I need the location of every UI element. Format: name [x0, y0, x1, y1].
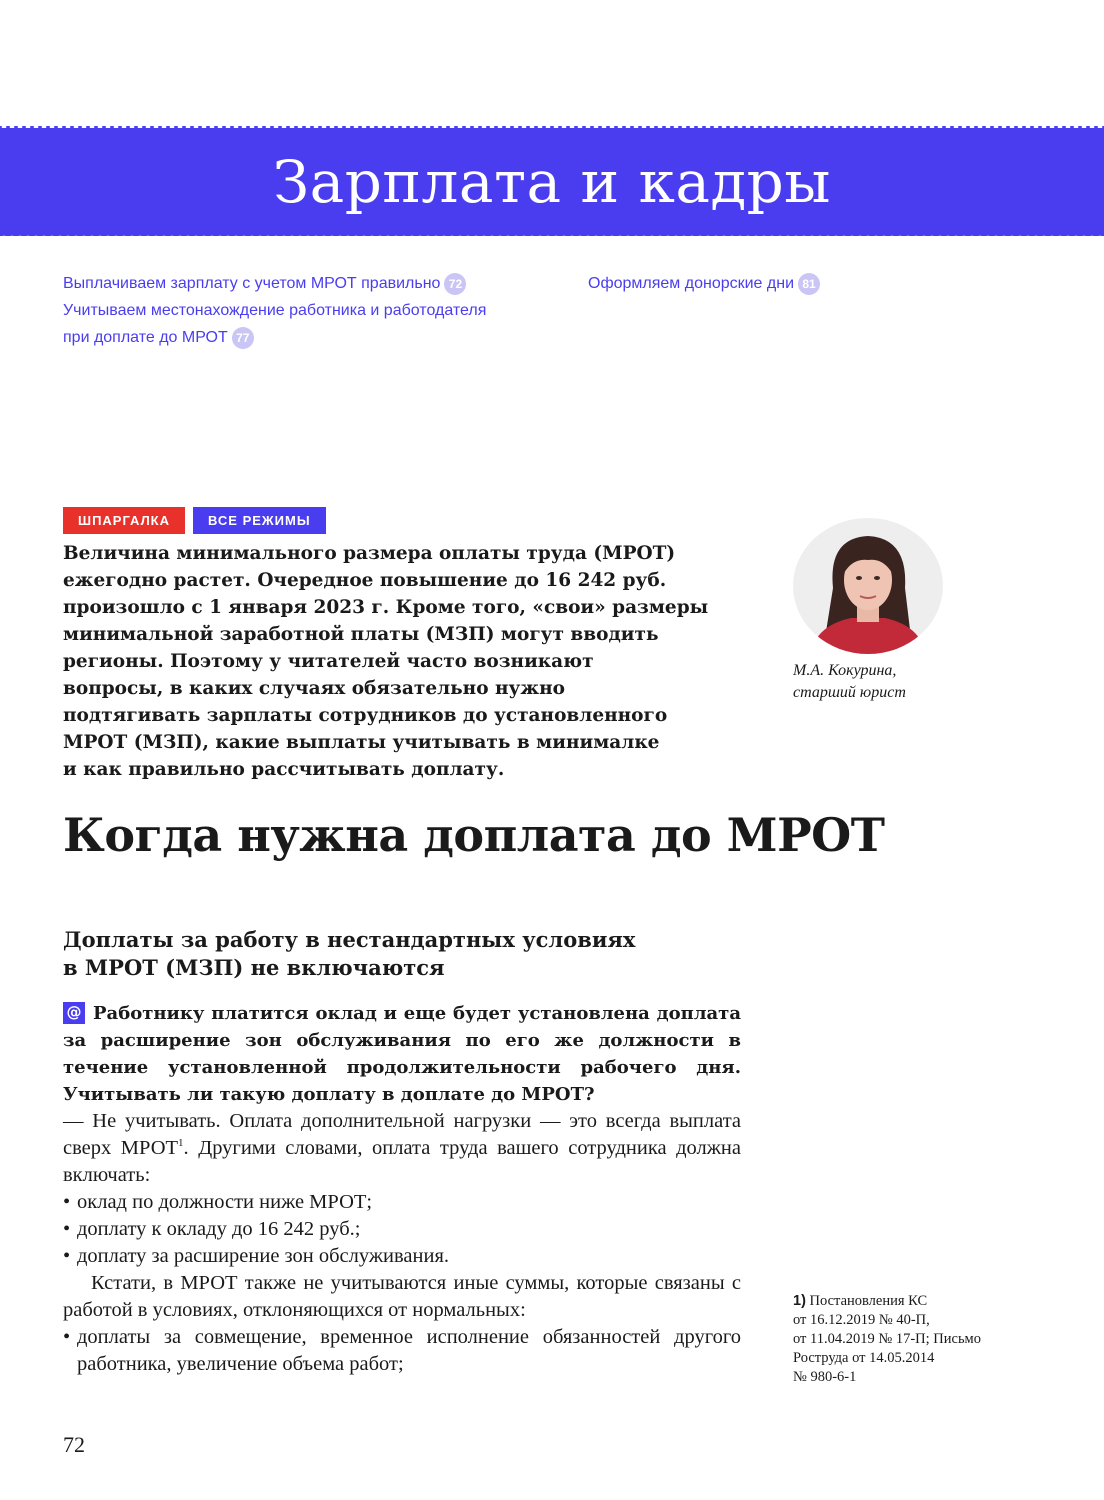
- answer-intro: — Не учитывать. Оплата дополнительной нагрузки — это всегда выплата сверх МРОТ$^1$. Другими словами, оплата труда вашего сотрудника должна включать:: [63, 1110, 741, 1186]
- tag-cheat-sheet: ШПАРГАЛКА: [63, 507, 185, 534]
- question-at-icon: @: [63, 1002, 85, 1024]
- page-badge: 77: [232, 327, 254, 349]
- page-badge: 81: [798, 273, 820, 295]
- list-item: • оклад по должности ниже МРОТ;: [63, 1189, 741, 1216]
- author-photo: [793, 518, 943, 654]
- question: @ Работнику платится оклад и еще будет установлена доплата за расширение зон обслуживания по его же должности в течение установленной продолжительности рабочего дня. Учитывать ли такую доплату в доплате до МРОТ?: [63, 1003, 741, 1105]
- list-item: • доплату к окладу до 16 242 руб.;: [63, 1216, 741, 1243]
- lead-paragraph: Величина минимального размера оплаты труда (МРОТ) ежегодно растет. Очередное повышение до 16 242 руб. произошло с 1 января 2023 г. Кроме того, «свои» размеры минимальной заработной платы (МЗП) могут вводить регионы. Поэтому у читателей часто возникают вопросы, в каких случаях обязательно нужно подтягивать зарплаты сотрудников до установленного МРОТ (МЗП), какие выплаты учитывать в минималке и как правильно рассчитывать доплату.: [63, 543, 709, 780]
- article-subheading: Доплаты за работу в нестандартных условиях в МРОТ (МЗП) не включаются: [63, 927, 636, 980]
- toc-link[interactable]: Учитываем местонахождение работника и работодателя: [63, 302, 487, 319]
- toc-link[interactable]: при доплате до МРОТ 77: [63, 324, 486, 351]
- tags: [63, 507, 326, 534]
- toc-left: [63, 270, 486, 351]
- page-number: 72: [63, 1432, 85, 1457]
- footnote-marker: 1): [793, 1293, 806, 1309]
- list-excluded: [63, 1324, 741, 1378]
- toc-link[interactable]: Оформляем донорские дни 81: [588, 270, 820, 297]
- section-banner: [0, 126, 1104, 236]
- page-badge: 72: [444, 273, 466, 295]
- toc-link[interactable]: Выплачиваем зарплату с учетом МРОТ правильно 72: [63, 270, 486, 297]
- list-item: • доплаты за совмещение, временное исполнение обязанностей другого работника, увеличение объема работ;: [63, 1324, 741, 1378]
- article-body: [63, 1000, 741, 1378]
- list-included: [63, 1189, 741, 1270]
- article-heading: Когда нужна доплата до МРОТ: [63, 808, 885, 862]
- list-item: • доплату за расширение зон обслуживания.: [63, 1243, 741, 1270]
- footnote-ref[interactable]: 1: [178, 1137, 184, 1150]
- section-title: Зарплата и кадры: [273, 148, 831, 216]
- author-caption: [793, 660, 906, 704]
- tag-all-regimes: ВСЕ РЕЖИМЫ: [193, 507, 326, 534]
- toc-right: [588, 270, 820, 297]
- paragraph: Кстати, в МРОТ также не учитываются иные суммы, которые связаны с работой в условиях, отклоняющихся от нормальных:: [63, 1272, 741, 1321]
- author-position: старший юрист: [793, 684, 906, 701]
- author-name: М.А. Кокурина,: [793, 662, 897, 679]
- footnote: 1) Постановления КС от 16.12.2019 № 40-П, от 11.04.2019 № 17-П; Письмо Роструда от 14.05.2014 № 980-6-1: [793, 1293, 981, 1385]
